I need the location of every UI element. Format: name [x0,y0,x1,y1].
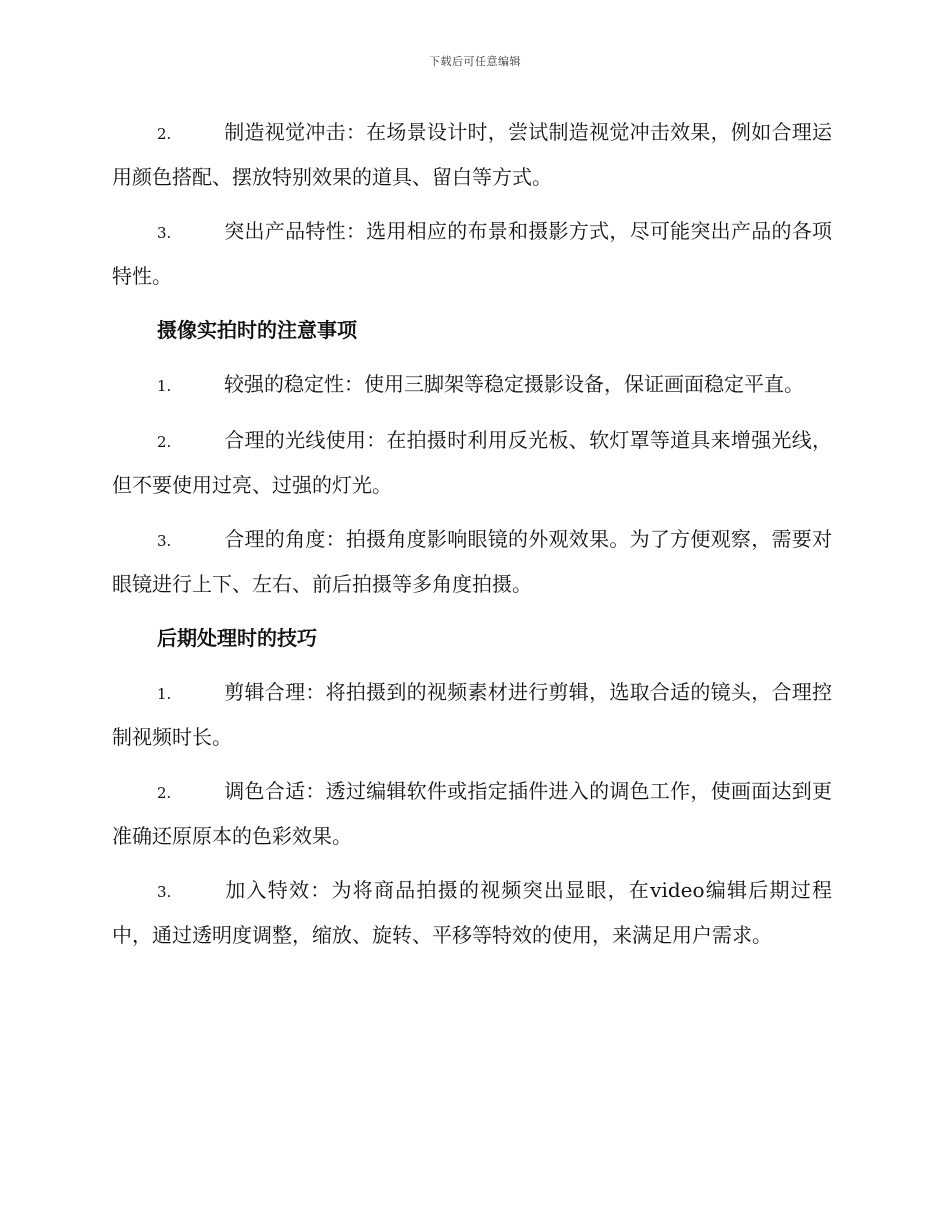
list-item [112,363,832,408]
item-text: 制造视觉冲击：在场景设计时，尝试制造视觉冲击效果，例如合理运用颜色搭配、摆放特别效果的道具、留白等方式。 [112,120,832,189]
list-item [112,419,832,507]
item-number: 1. [157,377,172,395]
section-heading-shooting: 摄像实拍时的注意事项 [157,318,357,342]
item-number: 2. [157,125,172,143]
item-number: 1. [157,685,172,703]
document-body [112,111,832,968]
item-text: 加入特效：为将商品拍摄的视频突出显眼，在video编辑后期过程中，通过透明度调整，缩放、旋转、平移等特效的使用，来满足用户需求。 [112,878,832,947]
item-number: 3. [157,532,172,550]
list-item [112,111,832,199]
item-text: 合理的角度：拍摄角度影响眼镜的外观效果。为了方便观察，需要对眼镜进行上下、左右、前后拍摄等多角度拍摄。 [112,527,832,596]
item-text: 合理的光线使用：在拍摄时利用反光板、软灯罩等道具来增强光线，但不要使用过亮、过强的灯光。 [112,428,832,497]
list-item [112,518,832,606]
item-text: 剪辑合理：将拍摄到的视频素材进行剪辑，选取合适的镜头，合理控制视频时长。 [112,680,832,749]
section-heading-post-processing: 后期处理时的技巧 [157,626,317,650]
list-item [112,671,832,759]
item-text: 突出产品特性：选用相应的布景和摄影方式，尽可能突出产品的各项特性。 [112,219,832,288]
item-number: 3. [157,224,172,242]
item-text: 较强的稳定性：使用三脚架等稳定摄影设备，保证画面稳定平直。 [224,372,804,396]
list-item [112,210,832,298]
list-item [112,770,832,858]
list-item [112,869,832,957]
item-number: 2. [157,433,172,451]
item-number: 3. [157,883,172,901]
item-text: 调色合适：透过编辑软件或指定插件进入的调色工作，使画面达到更准确还原原本的色彩效果。 [112,779,832,848]
page-header: 下载后可任意编辑 [429,55,521,68]
item-number: 2. [157,784,172,802]
